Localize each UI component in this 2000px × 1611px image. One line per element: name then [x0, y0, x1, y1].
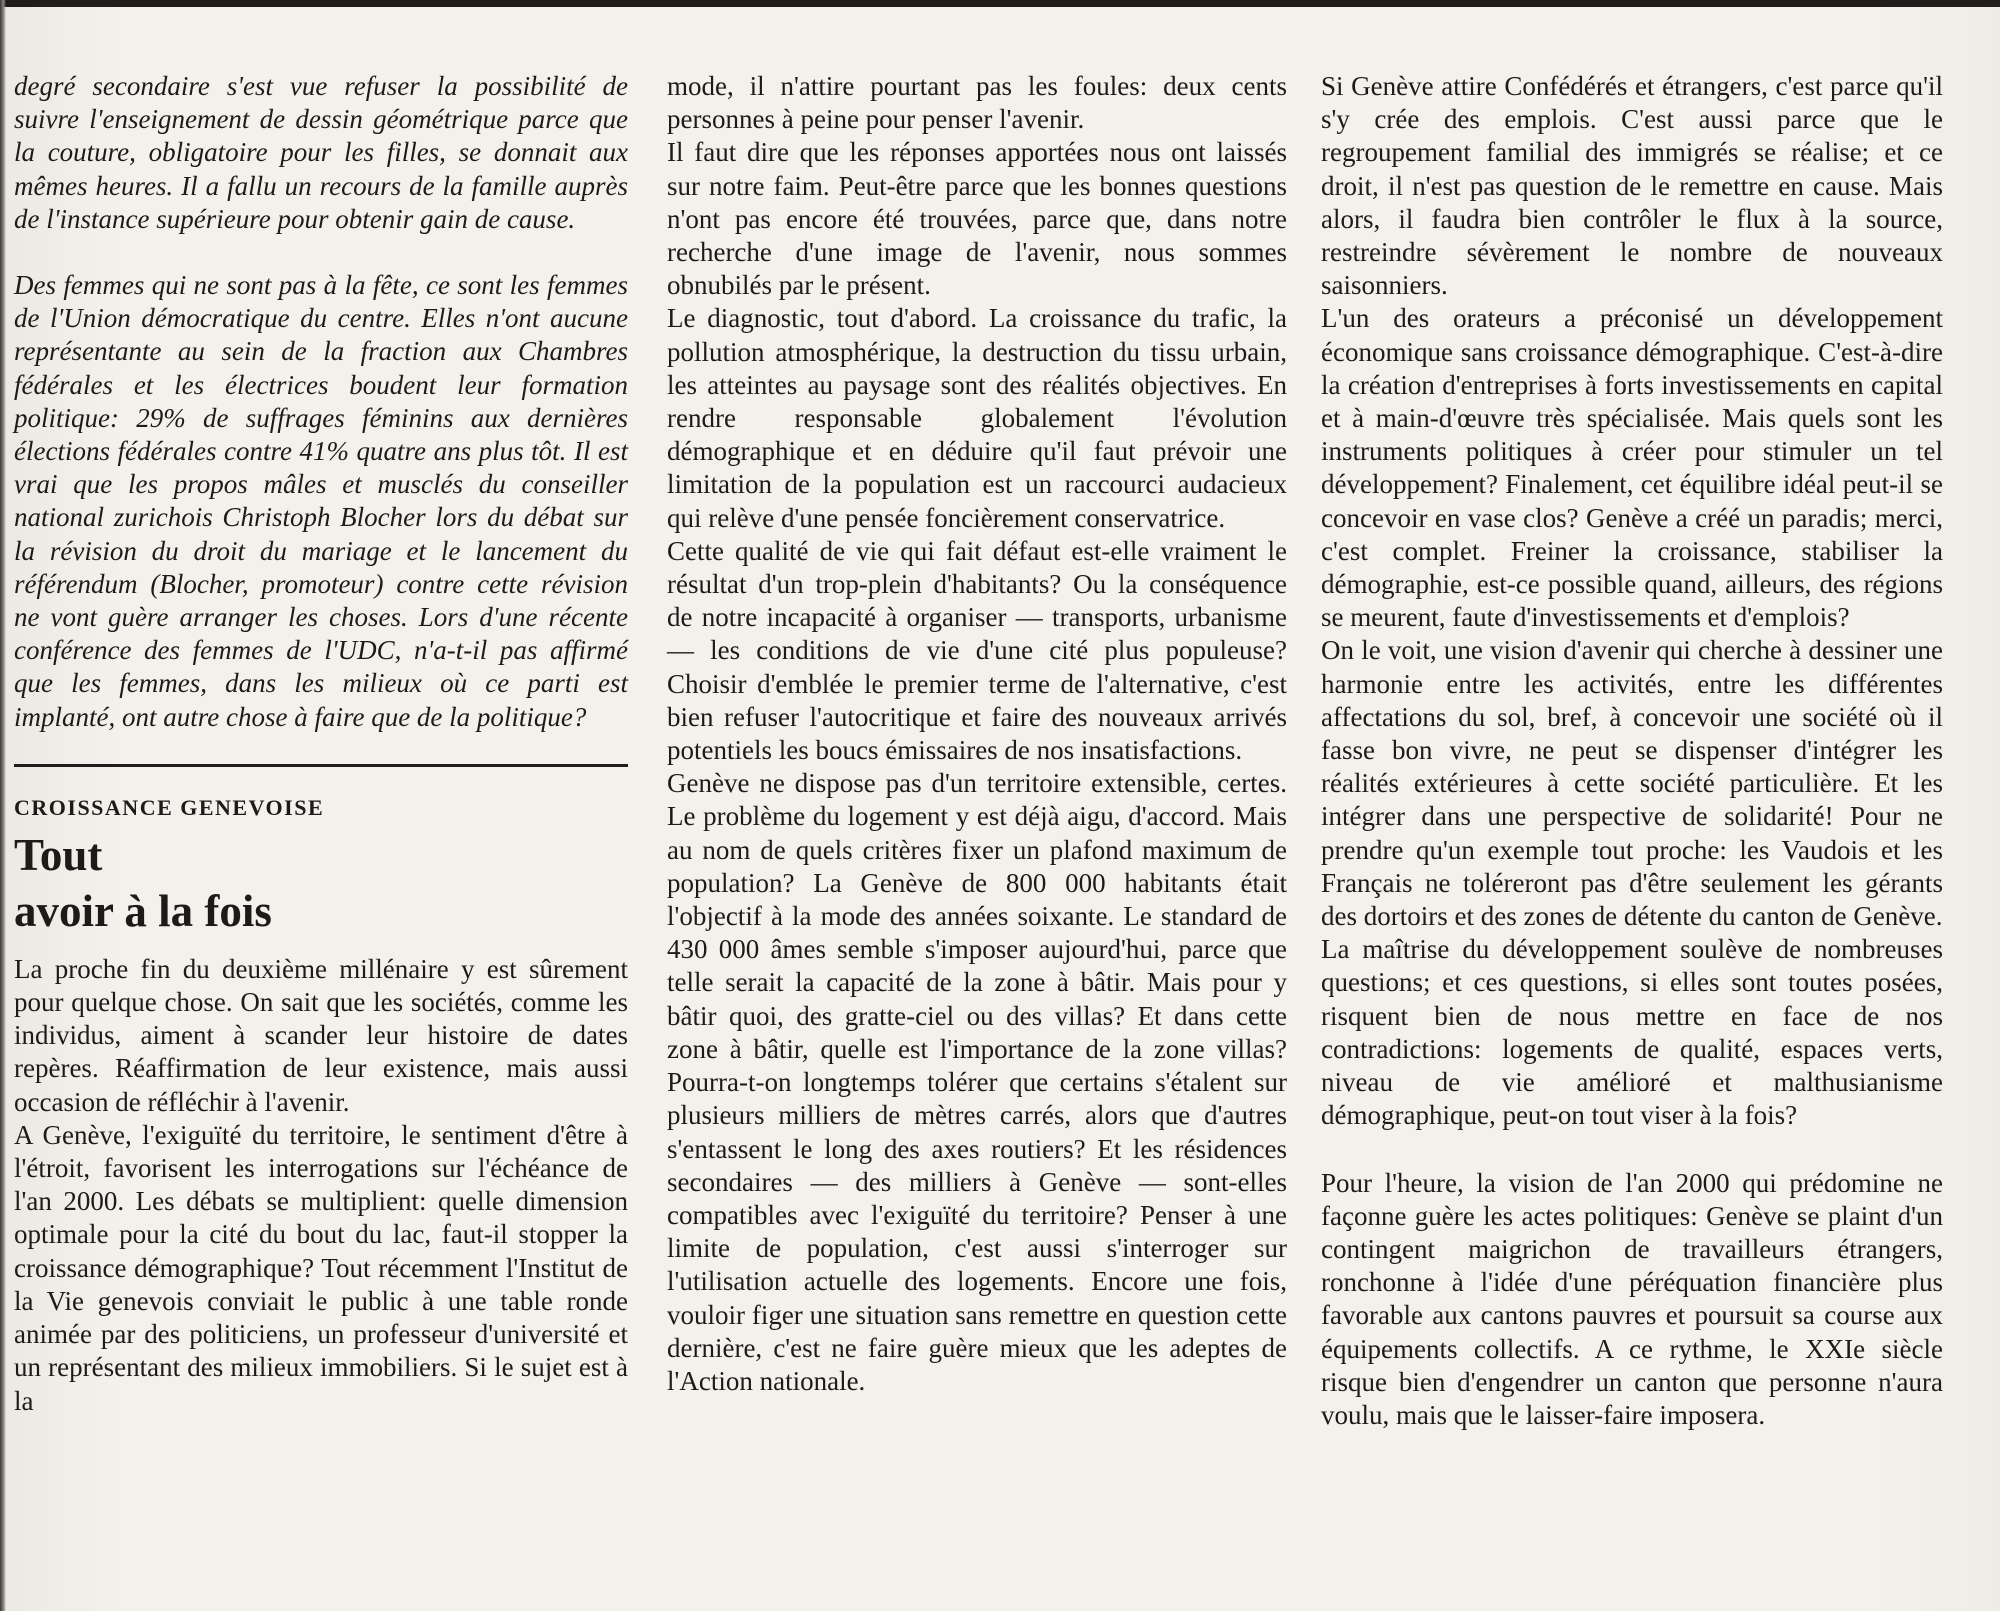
article-paragraph: Il faut dire que les réponses apportées nous ont laissés sur notre faim. Peut-être parce que les bonnes questions n'ont pas encore été trouvées, parce que, dans notre recherche d'une image de l'avenir, nous sommes obnubilés par le présent. — [667, 137, 1287, 301]
article-paragraph: Pour l'heure, la vision de l'an 2000 qui prédomine ne façonne guère les actes politiques: Genève se plaint d'un contingent maigrichon de travailleurs étrangers, ronchonne à l'idée d'une péréquation financière plus favorable aux cantons pauvres et poursuit sa course aux équipements collectifs. A ce rythme, le XXIe siècle risque bien d'engendrer un canton que personne n'aura voulu, mais que le laisser-faire imposera. — [1321, 1167, 1943, 1430]
section-divider — [14, 764, 628, 767]
column-3 — [1321, 70, 1943, 1432]
article-paragraph: La maîtrise du développement soulève de nombreuses questions; et ces questions, si elles sont toutes posées, risquent bien de nous mettre en face de nos contradictions: logements de qualité, espaces verts, niveau de vie amélioré et malthusianisme démographique, peut-on tout viser à la fois? — [1321, 934, 1943, 1131]
article-paragraph: Le diagnostic, tout d'abord. La croissance du trafic, la pollution atmosphérique, la destruction du tissu urbain, les atteintes au paysage sont des réalités objectives. En rendre responsable globalement l'évolution démographique et en déduire qu'il faut prévoir une limitation de la population est un raccourci audacieux qui relève d'une pensée foncièrement conservatrice. — [667, 303, 1287, 533]
column-2 — [667, 70, 1287, 1398]
article-paragraph: La proche fin du deuxième millénaire y est sûrement pour quelque chose. On sait que les sociétés, comme les individus, aiment à scander leur histoire de dates repères. Réaffirmation de leur existence, mais aussi occasion de réfléchir à l'avenir. — [14, 953, 628, 1117]
article-paragraph: mode, il n'attire pourtant pas les foules: deux cents personnes à peine pour penser l'avenir. — [667, 71, 1287, 135]
column-1 — [14, 70, 628, 1418]
article-kicker: CROISSANCE GENEVOISE — [14, 794, 325, 820]
headline-line-1: Tout — [14, 829, 103, 880]
binding-edge — [0, 0, 6, 1611]
article-paragraph: Cette qualité de vie qui fait défaut est-elle vraiment le résultat d'un trop-plein d'habitants? Ou la conséquence de notre incapacité à organiser — transports, urbanisme — les conditions de vie d'une cité plus populeuse? Choisir d'emblée le premier terme de l'alternative, c'est bien refuser l'autocritique et faire des nouveaux arrivés potentiels les boucs émissaires de nos insatisfactions. — [667, 535, 1287, 766]
headline-line-2: avoir à la fois — [14, 885, 272, 936]
article-headline — [14, 827, 628, 939]
previous-article-paragraph: Des femmes qui ne sont pas à la fête, ce sont les femmes de l'Union démocratique du centre. Elles n'ont aucune représentante au sein de la fraction aux Chambres fédérales et les électrices boudent leur formation politique: 29% de suffrages féminins aux dernières élections fédérales contre 41% quatre ans plus tôt. Il est vrai que les propos mâles et musclés du conseiller national zurichois Christoph Blocher lors du débat sur la révision du droit du mariage et le lancement du référendum (Blocher, promoteur) contre cette révision ne vont guère arranger les choses. Lors d'une récente conférence des femmes de l'UDC, n'a-t-il pas affirmé que les femmes, dans les milieux où ce parti est implanté, ont autre chose à faire que de la politique? — [14, 270, 628, 732]
article-paragraph: A Genève, l'exiguïté du territoire, le sentiment d'être à l'étroit, favorisent les interrogations sur l'échéance de l'an 2000. Les débats se multiplient: quelle dimension optimale pour la cité du bout du lac, faut-il stopper la croissance démographique? Tout récemment l'Institut de la Vie genevois conviait le public à une table ronde animée par des politiciens, un professeur d'université et un représentant des milieux immobiliers. Si le sujet est à la — [14, 1119, 628, 1416]
top-rule — [0, 0, 2000, 7]
previous-article-paragraph: degré secondaire s'est vue refuser la possibilité de suivre l'enseignement de dessin géométrique parce que la couture, obligatoire pour les filles, se donnait aux mêmes heures. Il a fallu un recours de la famille auprès de l'instance supérieure pour obtenir gain de cause. — [14, 71, 628, 234]
article-paragraph: On le voit, une vision d'avenir qui cherche à dessiner une harmonie entre les activités, entre les différentes affectations du sol, bref, à concevoir une société où il fasse bon vivre, ne peut se dispenser d'intégrer les réalités extérieures à cette société particulière. Et les intégrer dans une perspective de solidarité! Pour ne prendre qu'un exemple tout proche: les Vaudois et les Français ne toléreront pas d'être seulement les gérants des dortoirs et des zones de détente du canton de Genève. — [1321, 635, 1943, 932]
article-paragraph: L'un des orateurs a préconisé un développement économique sans croissance démographique. C'est-à-dire la création d'entreprises à forts investissements en capital et à main-d'œuvre très spécialisée. Mais quels sont les instruments politiques à créer pour stimuler un tel développement? Finalement, cet équilibre idéal peut-il se concevoir en vase clos? Genève a créé un paradis; merci, c'est complet. Freiner la croissance, stabiliser la démographie, est-ce possible quand, ailleurs, des régions se meurent, faute d'investissements et d'emplois? — [1321, 303, 1943, 633]
article-paragraph: Si Genève attire Confédérés et étrangers, c'est parce qu'il s'y crée des emplois. C'est aussi parce que le regroupement familial des immigrés se réalise; et ce droit, il n'est pas question de le remettre en cause. Mais alors, il faudra bien contrôler le flux à la source, restreindre sévèrement le nombre de nouveaux saisonniers. — [1321, 71, 1943, 301]
article-paragraph: Genève ne dispose pas d'un territoire extensible, certes. Le problème du logement y est déjà aigu, d'accord. Mais au nom de quels critères fixer un plafond maximum de population? La Genève de 800 000 habitants était l'objectif à la mode des années soixante. Le standard de 430 000 âmes semble s'imposer aujourd'hui, parce que telle serait la capacité de la zone à bâtir. Mais pour y bâtir quoi, des gratte-ciel ou des villas? Et dans cette zone à bâtir, quelle est l'importance de la zone villas? Pourra-t-on longtemps tolérer que certains s'étalent sur plusieurs milliers de mètres carrés, alors que d'autres s'entassent le long des axes routiers? Et les résidences secondaires — des milliers à Genève — sont-elles compatibles avec l'exiguïté du territoire? Penser à une limite de population, c'est aussi s'interroger sur l'utilisation actuelle des logements. Encore une fois, vouloir figer une situation sans remettre en question cette dernière, c'est ne faire guère mieux que les adeptes de l'Action nationale. — [667, 768, 1287, 1396]
